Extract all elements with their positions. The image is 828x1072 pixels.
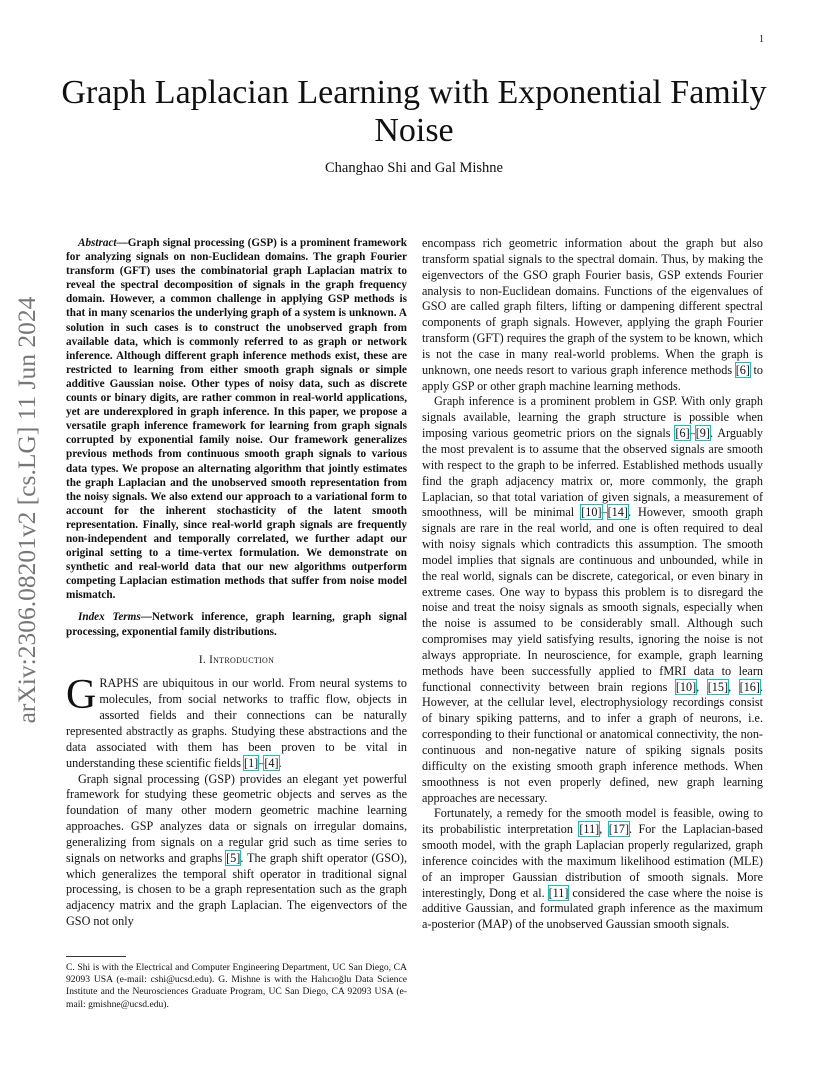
- footnote-rule: [66, 956, 126, 957]
- section-heading-introduction: [66, 653, 407, 669]
- index-terms: [66, 610, 407, 638]
- right-p2-text-h: . However, at the cellular level, electrophysiology recordings consist of binary spiking patterns, and to infer a graph of neurons, i.e. corresponding to their functional or anatomical connectivity, the non-continuous and non-negative nature of spiking signals posits difficulty on the existing smooth graph inference methods. When smoothness is not even properly defined, new graph learning approaches are necessary.: [422, 679, 764, 805]
- citation-link[interactable]: [11]: [579, 822, 600, 837]
- arxiv-identifier: arXiv:2306.08201v2 [cs.LG] 11 Jun 2024: [12, 296, 41, 724]
- section-numeral: I.: [198, 653, 206, 666]
- intro-p2-text: Graph signal processing (GSP) provides an elegant yet powerful framework for studying these geometric objects and serves as the foundation of many other modern geometric machine learning approaches. GSP analyzes data or signals on irregular domains, generalizing from signals on a regular grid such as time series to signals on networks and graphs: [66, 771, 407, 865]
- right-p3-text: Fortunately, a remedy for the smooth model is feasible, owing to its probabilistic interpretation: [422, 806, 763, 837]
- intro-paragraph-1: [66, 672, 407, 771]
- citation-link[interactable]: [10]: [581, 505, 602, 520]
- right-p2-text: Graph inference is a prominent problem in GSP. With only graph signals available, learning the graph structure is possible when imposing various geometric priors on the signals: [422, 394, 763, 441]
- right-p2-sep: ,: [696, 679, 708, 694]
- intro-p1-end: .: [278, 755, 282, 770]
- citation-link[interactable]: [9]: [695, 426, 710, 441]
- citation-link[interactable]: [14]: [607, 505, 628, 520]
- right-p2-dash-2: –: [601, 505, 608, 520]
- page-number: 1: [759, 34, 764, 45]
- citation-link[interactable]: [6]: [735, 362, 750, 377]
- citation-link[interactable]: [10]: [675, 679, 697, 694]
- left-column: [66, 236, 407, 930]
- right-p2-text-e: . However, smooth graph signals are rare in the real world, and one is often required to deal with noisy signals which contradicts this assumption. The smooth model implies that signals are continuous and unbounded, while in the real world, signals can be discrete, categorical, or even binary in extreme cases. One way to bypass this problem is to disregard the noise and treat the noisy signals as smooth signals, especially when the noise is assumed to be considerably small. Although such compromises may yield satisfying results, ignoring the noise is not always appropriate. In neuroscience, for example, graph learning methods have been successfully applied to fMRI data to learn functional connectivity between brain regions: [422, 505, 763, 694]
- paper-title: Graph Laplacian Learning with Exponential Family Noise: [61, 74, 767, 149]
- drop-cap: G: [66, 672, 97, 719]
- citation-link[interactable]: [17]: [608, 822, 630, 837]
- right-p3-text-c: . For the Laplacian-based smooth model, with the graph Laplacian properly regularized, graph inference coincides with the maximum likelihood estimation (MLE) of an improper Gaussian distribution of smooth signals. More interestingly, Dong et al.: [422, 822, 764, 900]
- abstract-lead: Abstract: [78, 237, 117, 249]
- intro-p1-text: RAPHS are ubiquitous in our world. From neural systems to molecules, from social networks to traffic flow, objects in assorted fields and their connections can be naturally represented abstractly as graphs. Studying these abstractions and the data associated with them has been proven to be vital in understanding these scientific fields: [66, 676, 407, 770]
- citation-link[interactable]: [15]: [707, 679, 729, 694]
- abstract-text: —Graph signal processing (GSP) is a prominent framework for analyzing signals on non-Euclidean domains. The graph Fourier transform (GFT) uses the combinatorial graph Laplacian matrix to reveal the spectral decomposition of signals in the graph frequency domain. However, a common challenge in applying GSP methods is that in many scenarios the underlying graph of a system is unknown. A solution in such cases is to construct the unobserved graph from available data, which is commonly referred to as graph or network inference. Although different graph inference methods exist, these are restricted to learning from either smooth graph signals or simple additive Gaussian noise. Other types of noisy data, such as discrete counts or binary digits, are rather common in real-world applications, yet are underexplored in graph inference. In this paper, we propose a versatile graph inference framework for learning from graph signals corrupted by exponential family noise. Our framework generalizes previous methods from continuous smooth graph signals to various data types. We propose an alternating algorithm that jointly estimates the graph Laplacian and the unobserved smooth representation from the noisy signals. We also extend our approach to a variational form to account for the inherent stochasticity of the latent smooth representation. Finally, since real-world graph signals are frequently non-independent and temporally correlated, we further adapt our original setting to a time-vertex formulation. We demonstrate on synthetic and real-world data that our new algorithms outperform competing Laplacian estimation methods that suffer from noise model mismatch.: [66, 237, 407, 602]
- right-p1-text-b: to apply GSP or other graph machine learning methods.: [422, 362, 763, 393]
- right-p2-sep-2: ,: [728, 679, 740, 694]
- right-paragraph-3: [422, 806, 763, 933]
- right-column: [422, 236, 763, 933]
- citation-link[interactable]: [6]: [675, 426, 690, 441]
- right-paragraph-2: [422, 394, 763, 806]
- index-terms-lead: Index Terms: [78, 611, 141, 624]
- intro-paragraph-2: [66, 772, 407, 930]
- citation-link[interactable]: [11]: [548, 885, 569, 900]
- paper-authors: Changhao Shi and Gal Mishne: [324, 160, 503, 176]
- citation-link[interactable]: [4]: [264, 755, 279, 770]
- right-paragraph-1: [422, 236, 763, 394]
- right-p3-text-d: considered the case where the noise is additive Gaussian, and formulated graph inference as the maximum a-posterior (MAP) of the unobserved Gaussian smooth signals.: [422, 885, 763, 932]
- citation-link[interactable]: [16]: [739, 679, 760, 694]
- right-p2-text-c: . Arguably the most prevalent is to assume that the observed signals are smooth with respect to the graph to be inferred. Established methods usually find the graph adjacency matrix or, more commonly, the graph Laplacian, so that total variation of given signals, a measurement of smoothness, will be minimal: [422, 426, 764, 520]
- index-terms-text: —Network inference, graph learning, graph signal processing, exponential family distributions.: [66, 611, 407, 638]
- right-p1-text: encompass rich geometric information about the graph but also transform spatial signals to the spectral domain. Thus, by making the eigenvectors of the GSO graph Fourier basis, GSP extends Fourier analysis to non-Euclidean domains. Functions of the eigenvalues of GSO are called graph filters, lifting or dampening different spectral components of graph signals. However, applying the graph Fourier transform (GFT) requires the graph of the system to be known, which is not the case in many real-world problems. When the graph is unknown, one needs resort to various graph inference methods: [422, 236, 763, 377]
- citation-link[interactable]: [5]: [226, 850, 241, 865]
- citation-link[interactable]: [1]: [244, 755, 259, 770]
- right-p2-dash: –: [689, 426, 696, 441]
- intro-p1-dash: –: [258, 755, 265, 770]
- footnote: C. Shi is with the Electrical and Computer Engineering Department, UC San Diego, CA 92093 USA (e-mail: cshi@ucsd.edu). G. Mishne is with the Halıcıoğlu Data Science Institute and the Neurosciences Graduate Program, UC San Diego, CA 92093 USA (e-mail: gmishne@ucsd.edu).: [66, 962, 407, 1010]
- section-title: Introduction: [209, 653, 275, 666]
- arxiv-sidebar: [5, 290, 49, 730]
- right-p3-sep: ,: [599, 822, 609, 837]
- abstract: [66, 236, 407, 602]
- intro-p2-text-b: . The graph shift operator (GSO), which generalizes the temporal shift operator in traditional signal processing, is chosen to be a graph representation such as the graph adjacency matrix and the graph Laplacian. The eigenvectors of the GSO not only: [66, 850, 407, 929]
